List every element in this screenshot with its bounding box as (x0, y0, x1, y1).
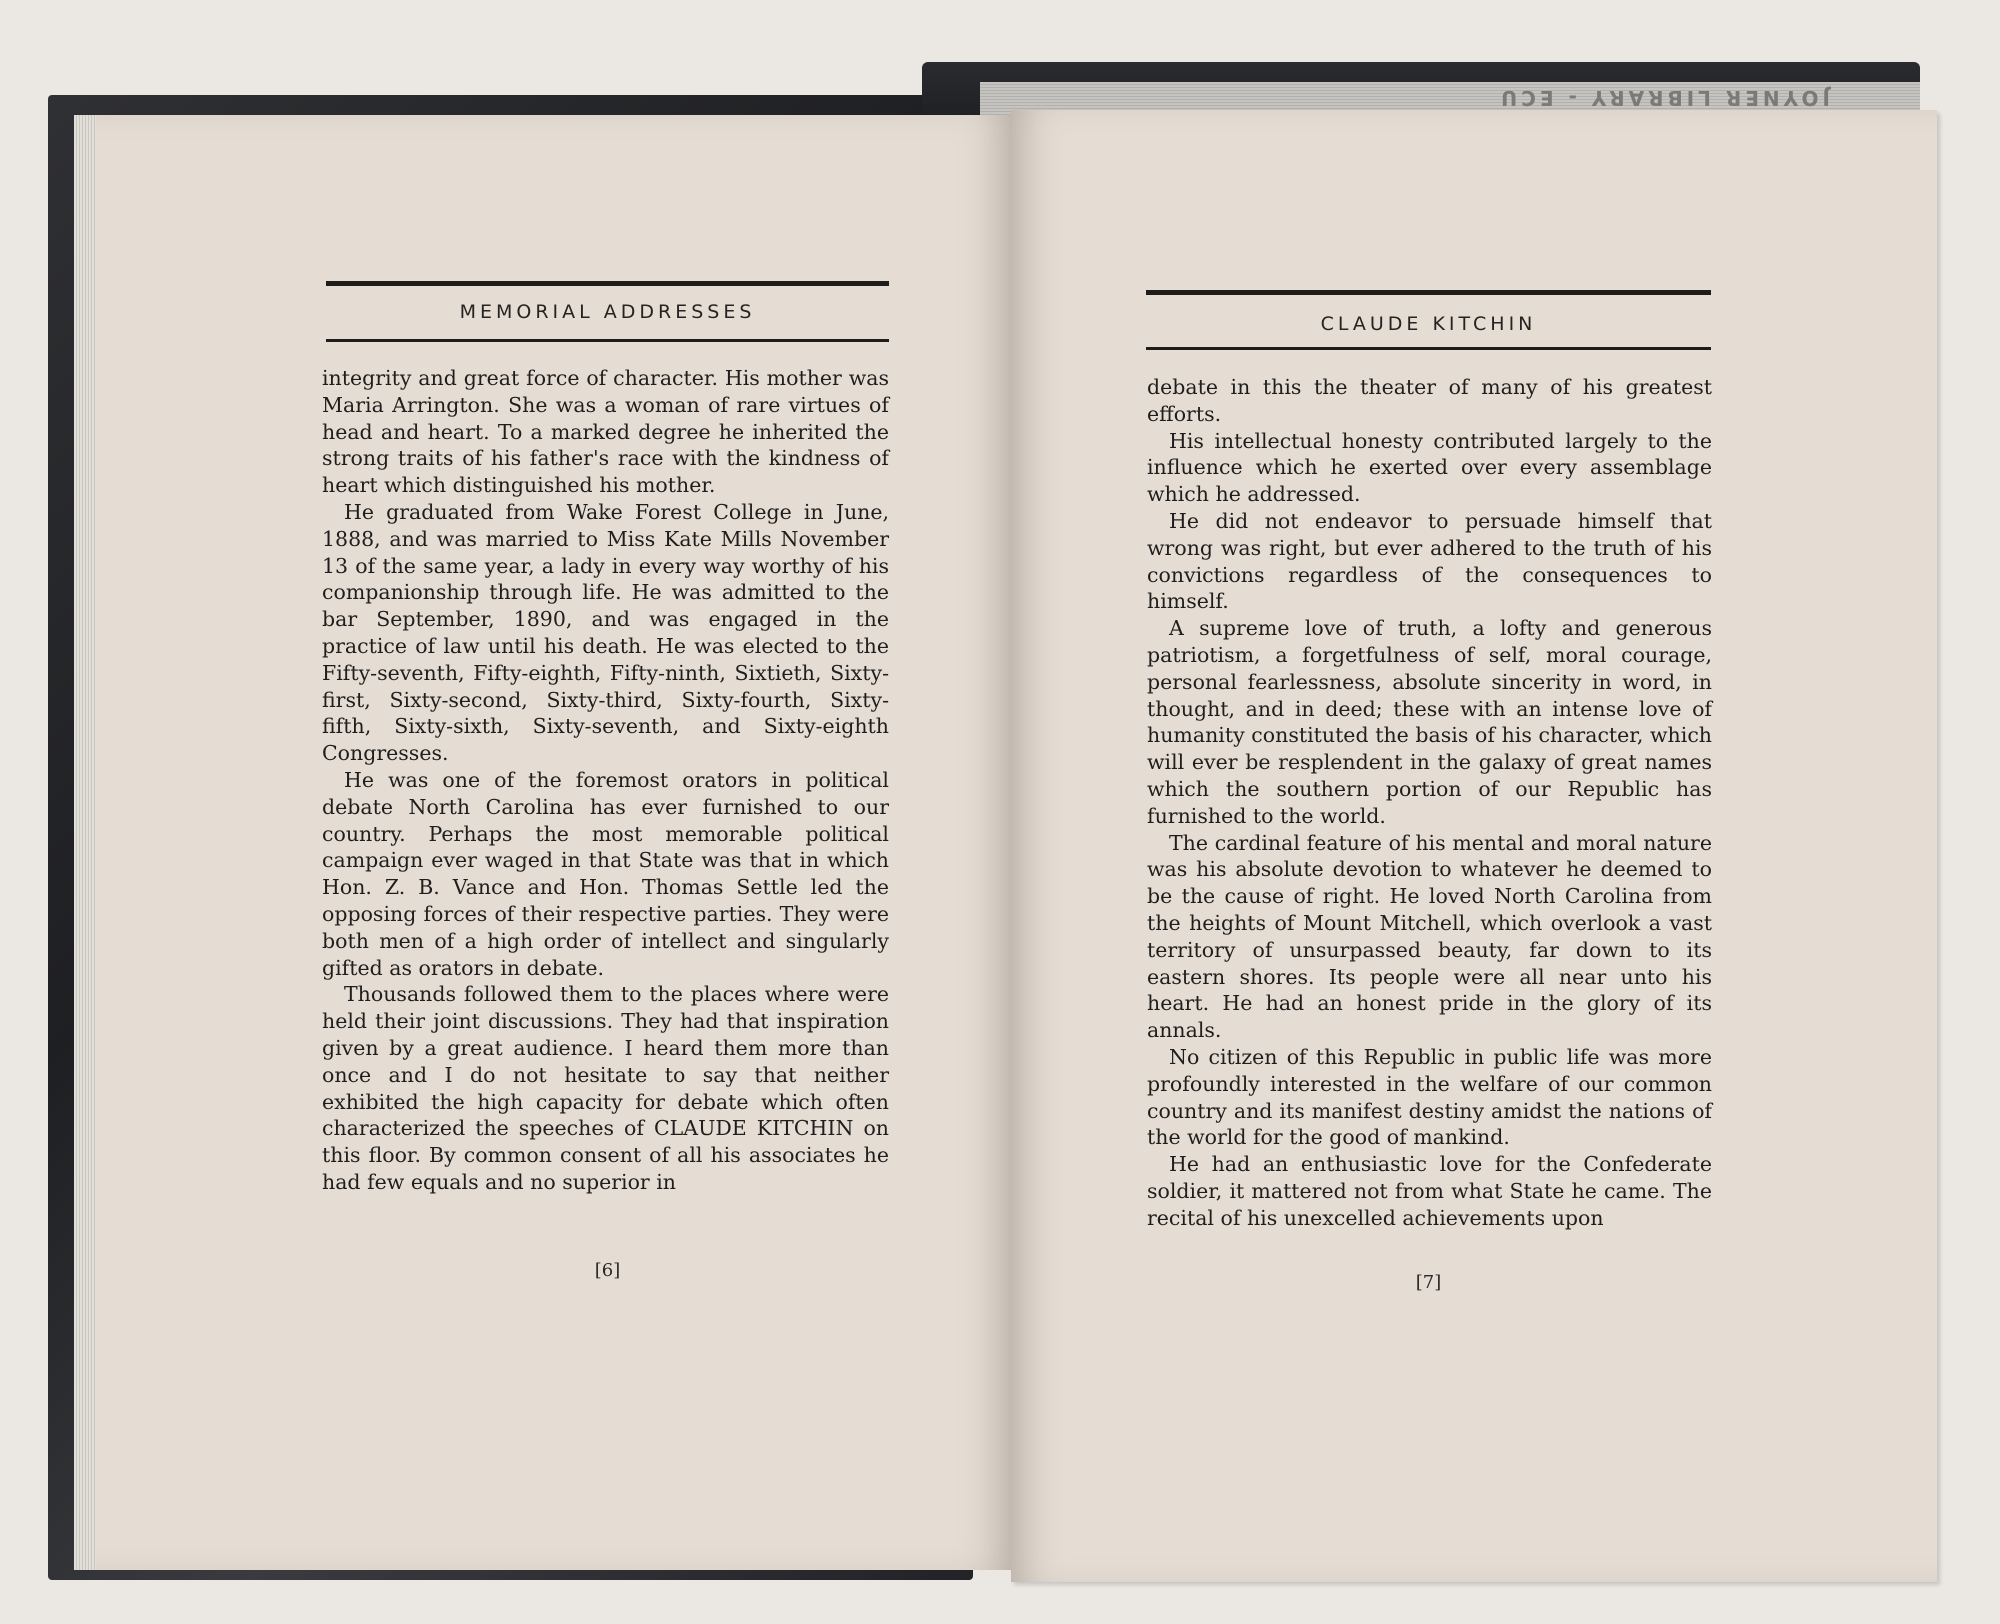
page-block-fore-edge (74, 115, 98, 1570)
page-number: [6] (594, 1260, 621, 1281)
paragraph: He was one of the foremost orators in political debate North Carolina has ever furnished to our country. Perhaps the most memorable political campaign ever waged in that State was that in which Hon. Z. B. Vance and Hon. Thomas Settle led the opposing forces of their respective parties. They were both men of a high order of intellect and singularly gifted as orators in debate. (322, 767, 889, 980)
paragraph: He did not endeavor to persuade himself that wrong was right, but ever adhered to the truth of his convictions regardless of the consequences to himself. (1147, 508, 1712, 614)
paragraph: He graduated from Wake Forest College in June, 1888, and was married to Miss Kate Mills November 13 of the same year, a lady in every way worthy of his companionship through life. He was admitted to the bar September, 1890, and was engaged in the practice of law until his death. He was elected to the Fifty-seventh, Fifty-eighth, Fifty-ninth, Sixtieth, Sixty-first, Sixty-second, Sixty-third, Sixty-fourth, Sixty-fifth, Sixty-sixth, Sixty-seventh, and Sixty-eighth Congresses. (322, 499, 889, 766)
running-head: MEMORIAL ADDRESSES (459, 301, 756, 323)
paragraph: No citizen of this Republic in public life was more profoundly interested in the welfare of our common country and its manifest destiny amidst the nations of the world for the good of mankind. (1147, 1044, 1712, 1150)
paragraph: Thousands followed them to the places where were held their joint discussions. They had that inspiration given by a great audience. I heard them more than once and I do not hesitate to say that neither exhibited the high capacity for debate which often characterized the speeches of CLAUDE KITCHIN on this floor. By common consent of all his associates he had few equals and no superior in (322, 982, 889, 1194)
paragraph: He had an enthusiastic love for the Confederate soldier, it mattered not from what State he came. The recital of his unexcelled achievements upon (1147, 1152, 1712, 1230)
page-number: [7] (1415, 1272, 1442, 1293)
library-stamp: JOYNER LIBRARY - ECU (1497, 86, 1830, 110)
running-head: CLAUDE KITCHIN (1320, 313, 1537, 335)
paragraph: The cardinal feature of his mental and moral nature was his absolute devotion to whatever he deemed to be the cause of right. He loved North Carolina from the heights of Mount Mitchell, which overlook a vast territory of unsurpassed beauty, far down to its eastern shores. Its people were all near unto his heart. He had an honest pride in the glory of its annals. (1147, 830, 1712, 1043)
paragraph: His intellectual honesty contributed largely to the influence which he exerted over every assemblage which he addressed. (1147, 428, 1712, 507)
paragraph: A supreme love of truth, a lofty and generous patriotism, a forgetfulness of self, moral courage, personal fearlessness, absolute sincerity in word, in thought, and in deed; these with an intense love of humanity constituted the basis of his character, which will ever be resplendent in the galaxy of great names which the southern portion of our Republic has furnished to the world. (1147, 616, 1712, 828)
header-rule-bottom (1146, 347, 1711, 350)
header-rule-top (1146, 290, 1711, 295)
body-text (322, 365, 889, 1196)
right-page (1011, 110, 1937, 1582)
body-text (1147, 374, 1712, 1232)
header-rule-top (326, 281, 889, 286)
paragraph: integrity and great force of character. His mother was Maria Arrington. She was a woman of rare virtues of head and heart. To a marked degree he inherited the strong traits of his father's race with the kindness of heart which distinguished his mother. (322, 366, 889, 498)
header-rule-bottom (326, 339, 889, 342)
paragraph: debate in this the theater of many of his greatest efforts. (1147, 375, 1712, 426)
left-page (96, 115, 1011, 1570)
